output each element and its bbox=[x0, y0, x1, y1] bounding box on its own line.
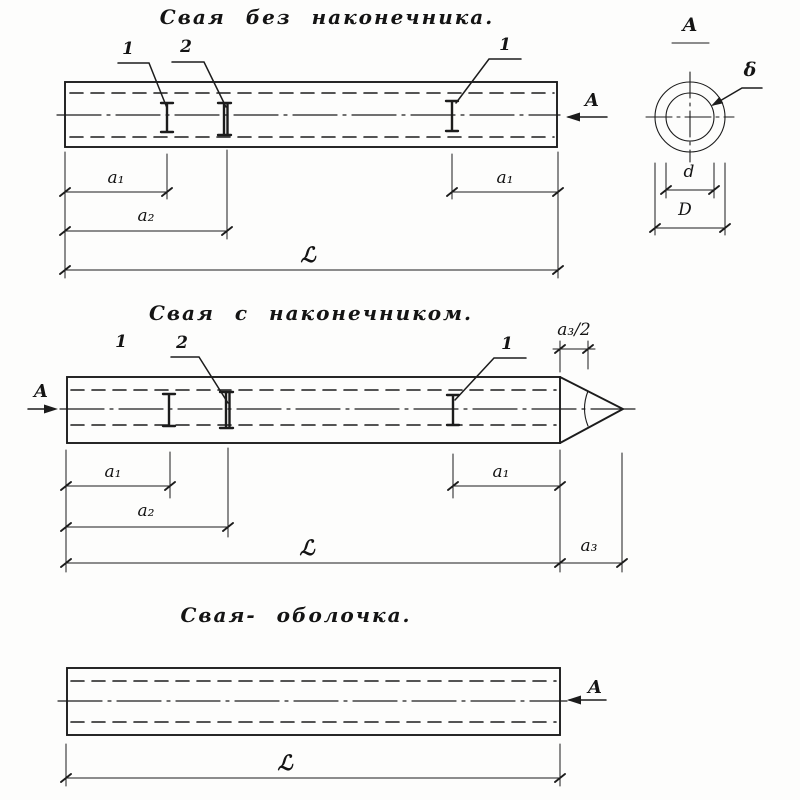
lifting-loop-1 bbox=[163, 394, 175, 426]
drawing3-title: Свая- оболочка. bbox=[180, 603, 412, 627]
pile-with-tip-drawing bbox=[28, 341, 638, 572]
callout-leader-2 bbox=[172, 62, 226, 107]
callout-1-right: 1 bbox=[501, 334, 513, 354]
dim-label-a1-right: a₁ bbox=[496, 168, 514, 188]
drawing1-title: Свая без наконечника. bbox=[159, 5, 495, 29]
section-centerlines bbox=[646, 72, 734, 162]
dimension-a3 bbox=[560, 559, 627, 567]
callout-1-left: 1 bbox=[115, 332, 127, 352]
dim-label-a1-left: a₁ bbox=[104, 462, 122, 482]
pile-no-tip-drawing bbox=[57, 59, 607, 278]
dimension-a1-left bbox=[61, 482, 175, 490]
dimension-a3-half bbox=[553, 341, 595, 372]
dim-label-length: ℒ bbox=[299, 535, 315, 560]
dimension-length bbox=[60, 266, 563, 274]
section-title: А bbox=[682, 14, 698, 36]
extension-lines bbox=[66, 744, 560, 786]
dimension-a1-left bbox=[60, 188, 172, 196]
callout-2: 2 bbox=[176, 333, 188, 353]
view-arrow-a bbox=[28, 405, 58, 414]
dim-label-a1-left: a₁ bbox=[107, 168, 125, 188]
dim-label-a2: a₂ bbox=[137, 206, 155, 226]
callout-1-right: 1 bbox=[499, 35, 511, 55]
dimension-a1-right bbox=[448, 482, 565, 490]
dim-label-length: ℒ bbox=[277, 750, 293, 775]
wall-thickness-label: δ bbox=[743, 59, 757, 81]
dimension-length bbox=[61, 559, 565, 567]
dim-label-a1-right: a₁ bbox=[492, 462, 510, 482]
drawing2-title: Свая с наконечником. bbox=[148, 301, 474, 325]
dim-label-a3-half: a₃/2 bbox=[557, 320, 591, 340]
callout-leader-2 bbox=[171, 357, 228, 403]
lifting-loop-2 bbox=[220, 392, 233, 428]
pile-tip-cone bbox=[560, 377, 623, 443]
lifting-loop-3 bbox=[446, 101, 458, 131]
callout-leader-right bbox=[455, 358, 526, 400]
pile-outline bbox=[67, 377, 560, 443]
dimension-a1-right bbox=[447, 188, 563, 196]
dim-label-a2: a₂ bbox=[137, 501, 155, 521]
outer-diameter-label: D bbox=[678, 200, 692, 220]
view-arrow-a bbox=[566, 113, 607, 122]
dim-label-length: ℒ bbox=[300, 242, 316, 267]
view-label-a: А bbox=[584, 90, 600, 111]
callout-leader-1 bbox=[118, 63, 167, 108]
lifting-loop-2 bbox=[218, 103, 231, 135]
shell-pile-drawing bbox=[58, 668, 606, 786]
callout-2: 2 bbox=[180, 37, 192, 57]
callout-1-left: 1 bbox=[122, 39, 134, 59]
dimension-a2 bbox=[61, 523, 233, 531]
inner-diameter-label: d bbox=[683, 162, 695, 182]
lifting-loop-3 bbox=[447, 395, 459, 425]
dimension-a2 bbox=[60, 227, 232, 235]
callout-leader-right bbox=[456, 59, 521, 103]
dimension-length bbox=[61, 774, 565, 782]
view-label-a: А bbox=[587, 677, 603, 698]
dim-label-a3: a₃ bbox=[580, 536, 598, 556]
view-label-a: А bbox=[33, 381, 49, 402]
